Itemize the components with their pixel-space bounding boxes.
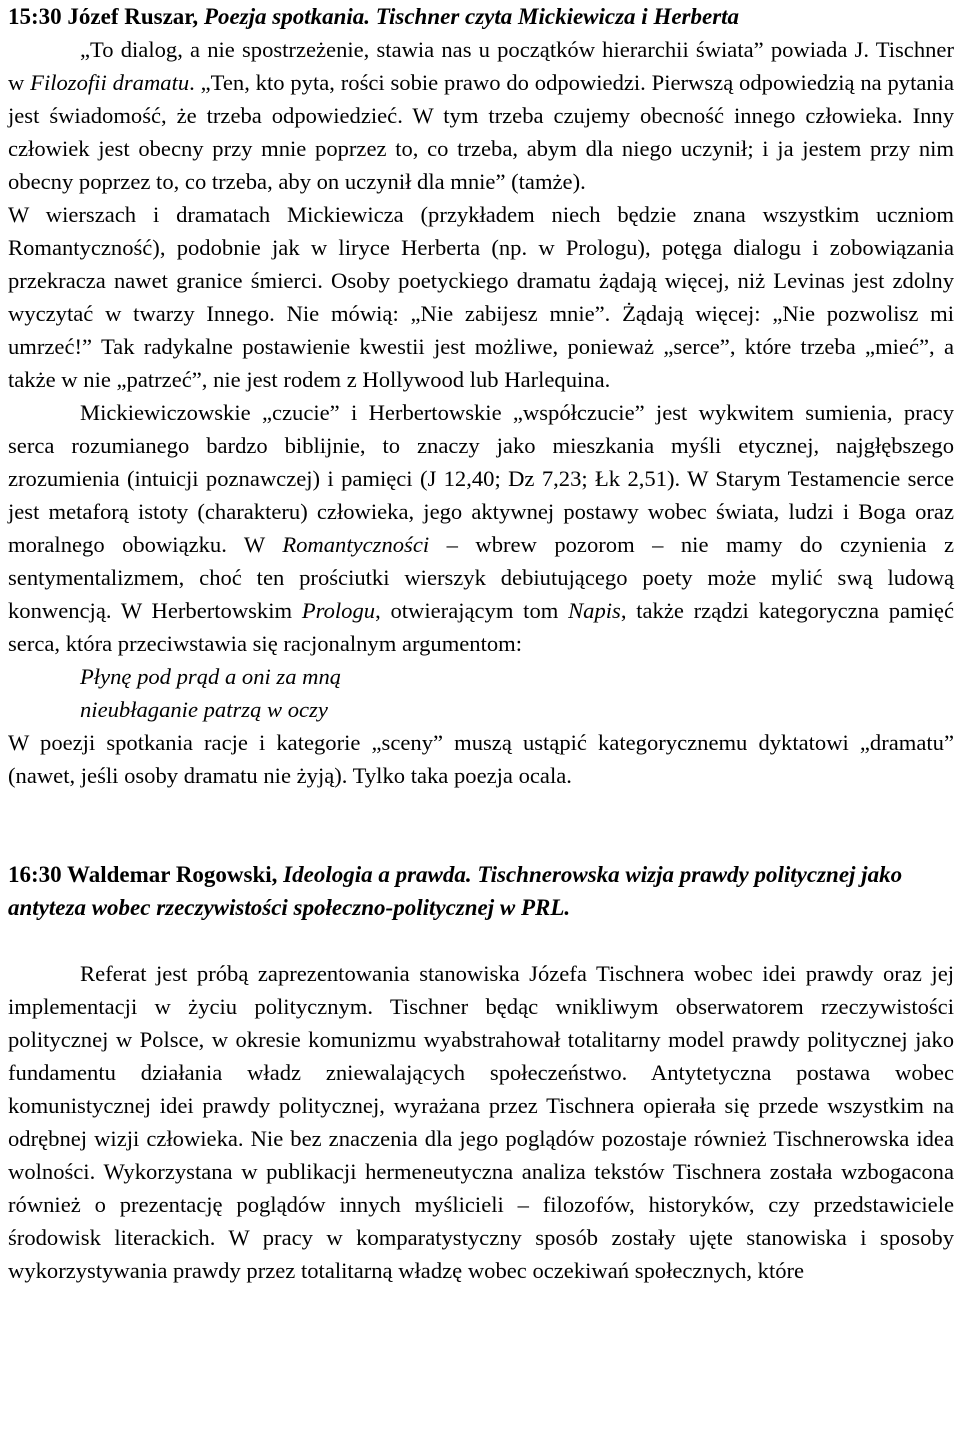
heading-title: Ideologia a prawda. Tischnerowska wizja prawdy politycznej jako antyteza wobec rzeczywistości społeczno-politycznej w PRL.	[8, 862, 903, 920]
paragraph-dialog	[8, 33, 954, 198]
poem-line: Płynę pod prąd a oni za mną	[80, 664, 342, 689]
text-run: . „Ten, kto pyta, rości sobie prawo do odpowiedzi. Pierwszą odpowiedzią na pytania jest świadomość, że trzeba odpowiedzieć. W tym trzeba czujemy obecność innego człowieka. Inny człowiek jest obecny przy mnie poprzez to, co trzeba, abym dla niego uczynił; i ja jestem przy nim obecny poprzez to, co trzeba, aby on uczynił dla mnie” (tamże).	[8, 70, 954, 194]
text-run-italic: Napis	[568, 598, 621, 623]
poem-quote	[80, 660, 954, 726]
paragraph-poezja-spotkania: W poezji spotkania racje i kategorie „sceny” muszą ustąpić kategorycznemu dyktatowi „dramatu” (nawet, jeśli osoby dramatu nie żyją). Tylko taka poezja ocala.	[8, 730, 954, 788]
text-run-italic: Filozofii dramatu	[30, 70, 190, 95]
heading-title: Poezja spotkania. Tischner czyta Mickiewicza i Herberta	[203, 4, 740, 29]
text-run: , otwierającym tom	[375, 598, 569, 623]
paragraph-mickiewicz-herbert: W wierszach i dramatach Mickiewicza (przykładem niech będzie znana wszystkim uczniom Romantyczność), podobnie jak w liryce Herberta (np. w Prologu), potęga dialogu i zobowiązania przekracza nawet granice śmierci. Osoby poetyckiego dramatu żądają więcej, niż Levinas jest zdolny wyczytać w twarzy Innego. Nie mówią: „Nie zabijesz mnie”. Żądają więcej: „Nie pozwolisz mi umrzeć!” Tak radykalne postawienie kwestii jest możliwe, ponieważ „serce”, które trzeba „mieć”, a także w nie „patrzeć”, nie jest rodem z Hollywood lub Harlequina.	[8, 202, 954, 392]
paragraph-referat: Referat jest próbą zaprezentowania stanowiska Józefa Tischnera wobec idei prawdy oraz jej implementacji w życiu politycznym. Tischner będąc wnikliwym obserwatorem rzeczywistości politycznej w Polsce, w okresie komunizmu wyabstrahował totalitarny model prawdy politycznej jako fundamentu działania władz zniewalających społeczeństwo. Antytetyczna postawa wobec komunistycznej idei prawdy politycznej, wyrażana przez Tischnera opierała się przede wszystkim na odrębnej wizji człowieka. Nie bez znaczenia dla jego poglądów pozostaje również Tischnerowska idea wolności. Wykorzystana w publikacji hermeneutyczna analiza tekstów Tischnera została wzbogacona również o prezentację poglądów innych myślicieli – filozofów, historyków, czy przedstawiciele środowisk literackich. W pracy w komparatystyczny sposób zostały ujęte stanowiska i sposoby wykorzystywania prawdy przez totalitarną władzę wobec oczekiwań społecznych, które	[8, 961, 954, 1283]
heading-session-speaker: 16:30 Waldemar Rogowski,	[8, 862, 284, 887]
section-heading-rogowski	[8, 858, 954, 924]
text-run-italic: Romantyczności	[282, 532, 430, 557]
section-spacer	[8, 924, 954, 957]
poem-line: nieubłaganie patrzą w oczy	[80, 697, 328, 722]
section-heading-ruszar	[8, 0, 954, 33]
text-run: , także rządzi kategoryczna pamięć serca, która przeciwstawia się racjonalnym argumentom:	[8, 598, 954, 656]
document-page	[8, 0, 954, 1287]
paragraph-czucie	[8, 396, 954, 660]
text-run: – wbrew pozorom – nie mamy do czynienia z sentymentalizmem, choć ten prościutki wierszyk debiutującego poety może mylić swą ludową konwencją. W Herbertowskim	[8, 532, 955, 623]
text-run-italic: Prologu	[301, 598, 376, 623]
text-run: Mickiewiczowskie „czucie” i Herbertowskie „współczucie” jest wykwitem sumienia, pracy serca rozumianego bardzo biblijnie, to znaczy jako mieszkania myśli etycznej, najgłębszego zrozumienia (intuicji poznawczej) i pamięci (J 12,40; Dz 7,23; Łk 2,51). W Starym Testamencie serce jest metaforą istoty (charakteru) człowieka, jego aktywnej postawy wobec świata, ludzi i Boga oraz moralnego obowiązku. W	[8, 400, 954, 557]
heading-session-speaker: 15:30 Józef Ruszar,	[8, 4, 204, 29]
text-run: „To dialog, a nie spostrzeżenie, stawia nas u początków hierarchii świata” powiada J. Tischner w	[8, 37, 954, 95]
section-spacer	[8, 792, 954, 858]
